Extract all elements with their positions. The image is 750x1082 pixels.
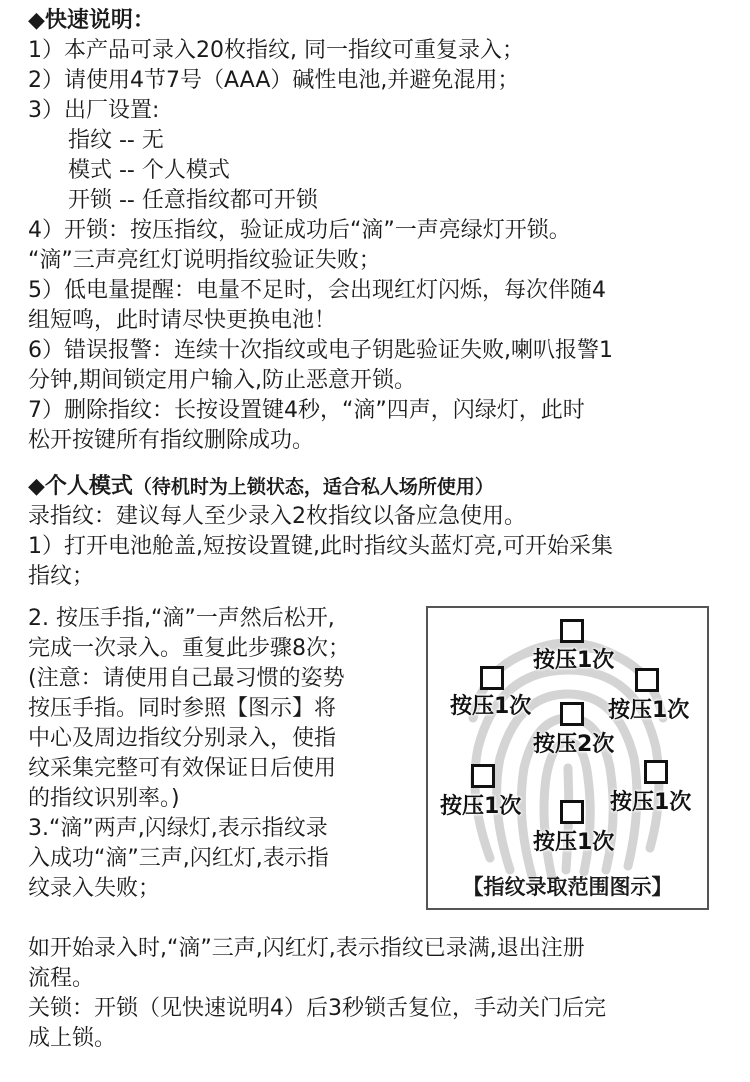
enroll-step-line: 2. 按压手指,“滴”一声然后松开,	[28, 606, 335, 631]
personal-mode-heading	[28, 472, 728, 502]
instruction-page	[28, 6, 728, 1054]
enroll-step-line: 按压手指。同时参照【图示】将	[28, 696, 337, 721]
quick-item-4-line1: 4）开锁：按压指纹，验证成功后“滴”一声亮绿灯开锁。	[28, 218, 571, 243]
quick-item-7-line1: 7）删除指纹：长按设置键4秒，“滴”四声，闪绿灯，此时	[28, 398, 585, 423]
press-point-upper-right	[635, 668, 659, 692]
enroll-steps-with-figure	[28, 604, 728, 934]
enroll-step-line: 入成功“滴”三声,闪红灯,表示指	[28, 846, 329, 871]
factory-setting-mode: 模式 -- 个人模式	[68, 158, 230, 183]
quick-item-5-line1: 5）低电量提醒：电量不足时，会出现红灯闪烁，每次伴随4	[28, 278, 606, 303]
press-label-top: 按压1次	[533, 648, 615, 673]
closing-notes	[28, 934, 728, 1054]
press-point-upper-left	[480, 666, 504, 690]
personal-mode-subtitle: （待机时为上锁状态，适合私人场所使用）	[132, 476, 494, 498]
press-point-top	[560, 619, 584, 643]
enroll-steps-text	[28, 604, 420, 904]
press-label-lower-left: 按压1次	[440, 794, 522, 819]
press-point-lower-right	[644, 760, 668, 784]
enroll-step-line: 纹录入失败；	[28, 876, 161, 901]
enroll-step-line: 纹采集完整可有效保证日后使用	[28, 756, 337, 781]
lock-note-line2: 成上锁。	[28, 1026, 117, 1051]
enroll-step-line: 完成一次录入。重复此步骤8次；	[28, 636, 350, 661]
full-memory-note-line2: 流程。	[28, 966, 95, 991]
quick-item-3: 3）出厂设置:	[28, 98, 160, 123]
fingerprint-range-figure	[426, 606, 709, 910]
enroll-step-1-line2: 指纹；	[28, 564, 95, 589]
lock-note-line1: 关锁：开锁（见快速说明4）后3秒锁舌复位，手动关门后完	[28, 996, 606, 1021]
press-label-upper-right: 按压1次	[608, 698, 690, 723]
full-memory-note-line1: 如开始录入时,“滴”三声,闪红灯,表示指纹已录满,退出注册	[28, 936, 585, 961]
press-label-center: 按压2次	[533, 732, 615, 757]
enroll-step-line: (注意：请使用自己最习惯的姿势	[28, 666, 345, 691]
quick-item-4-line2: “滴”三声亮红灯说明指纹验证失败；	[28, 248, 381, 273]
press-label-lower-right: 按压1次	[610, 790, 692, 815]
enroll-step-1-line1: 1）打开电池舱盖,短按设置键,此时指纹头蓝灯亮,可开始采集	[28, 534, 613, 559]
enroll-intro: 录指纹：建议每人至少录入2枚指纹以备应急使用。	[28, 504, 526, 529]
quick-item-5-line2: 组短鸣，此时请尽快更换电池！	[28, 308, 337, 333]
figure-caption: 【指纹录取范围图示】	[462, 875, 673, 899]
enroll-step-line: 中心及周边指纹分别录入，使指	[28, 726, 337, 751]
quick-item-6-line2: 分钟,期间锁定用户输入,防止恶意开锁。	[28, 368, 416, 393]
press-point-lower-left	[471, 764, 495, 788]
factory-setting-unlock: 开锁 -- 任意指纹都可开锁	[68, 188, 318, 213]
quick-item-6-line1: 6）错误报警：连续十次指纹或电子钥匙验证失败,喇叭报警1	[28, 338, 613, 363]
quick-guide-heading: ◆快速说明：	[28, 8, 155, 33]
enroll-step-line: 3.“滴”两声,闪绿灯,表示指纹录	[28, 816, 328, 841]
factory-setting-fingerprint: 指纹 -- 无	[68, 128, 164, 153]
quick-item-7-line2: 松开按键所有指纹删除成功。	[28, 428, 315, 453]
press-label-bottom: 按压1次	[533, 830, 615, 855]
quick-item-1: 1）本产品可录入20枚指纹, 同一指纹可重复录入；	[28, 38, 524, 63]
personal-mode-title: ◆个人模式	[28, 474, 133, 499]
press-label-upper-left: 按压1次	[450, 694, 532, 719]
press-point-center	[560, 702, 584, 726]
press-point-bottom	[560, 800, 584, 824]
quick-item-2: 2）请使用4节7号（AAA）碱性电池,并避免混用；	[28, 68, 520, 93]
enroll-step-line: 的指纹识别率。)	[28, 786, 180, 811]
